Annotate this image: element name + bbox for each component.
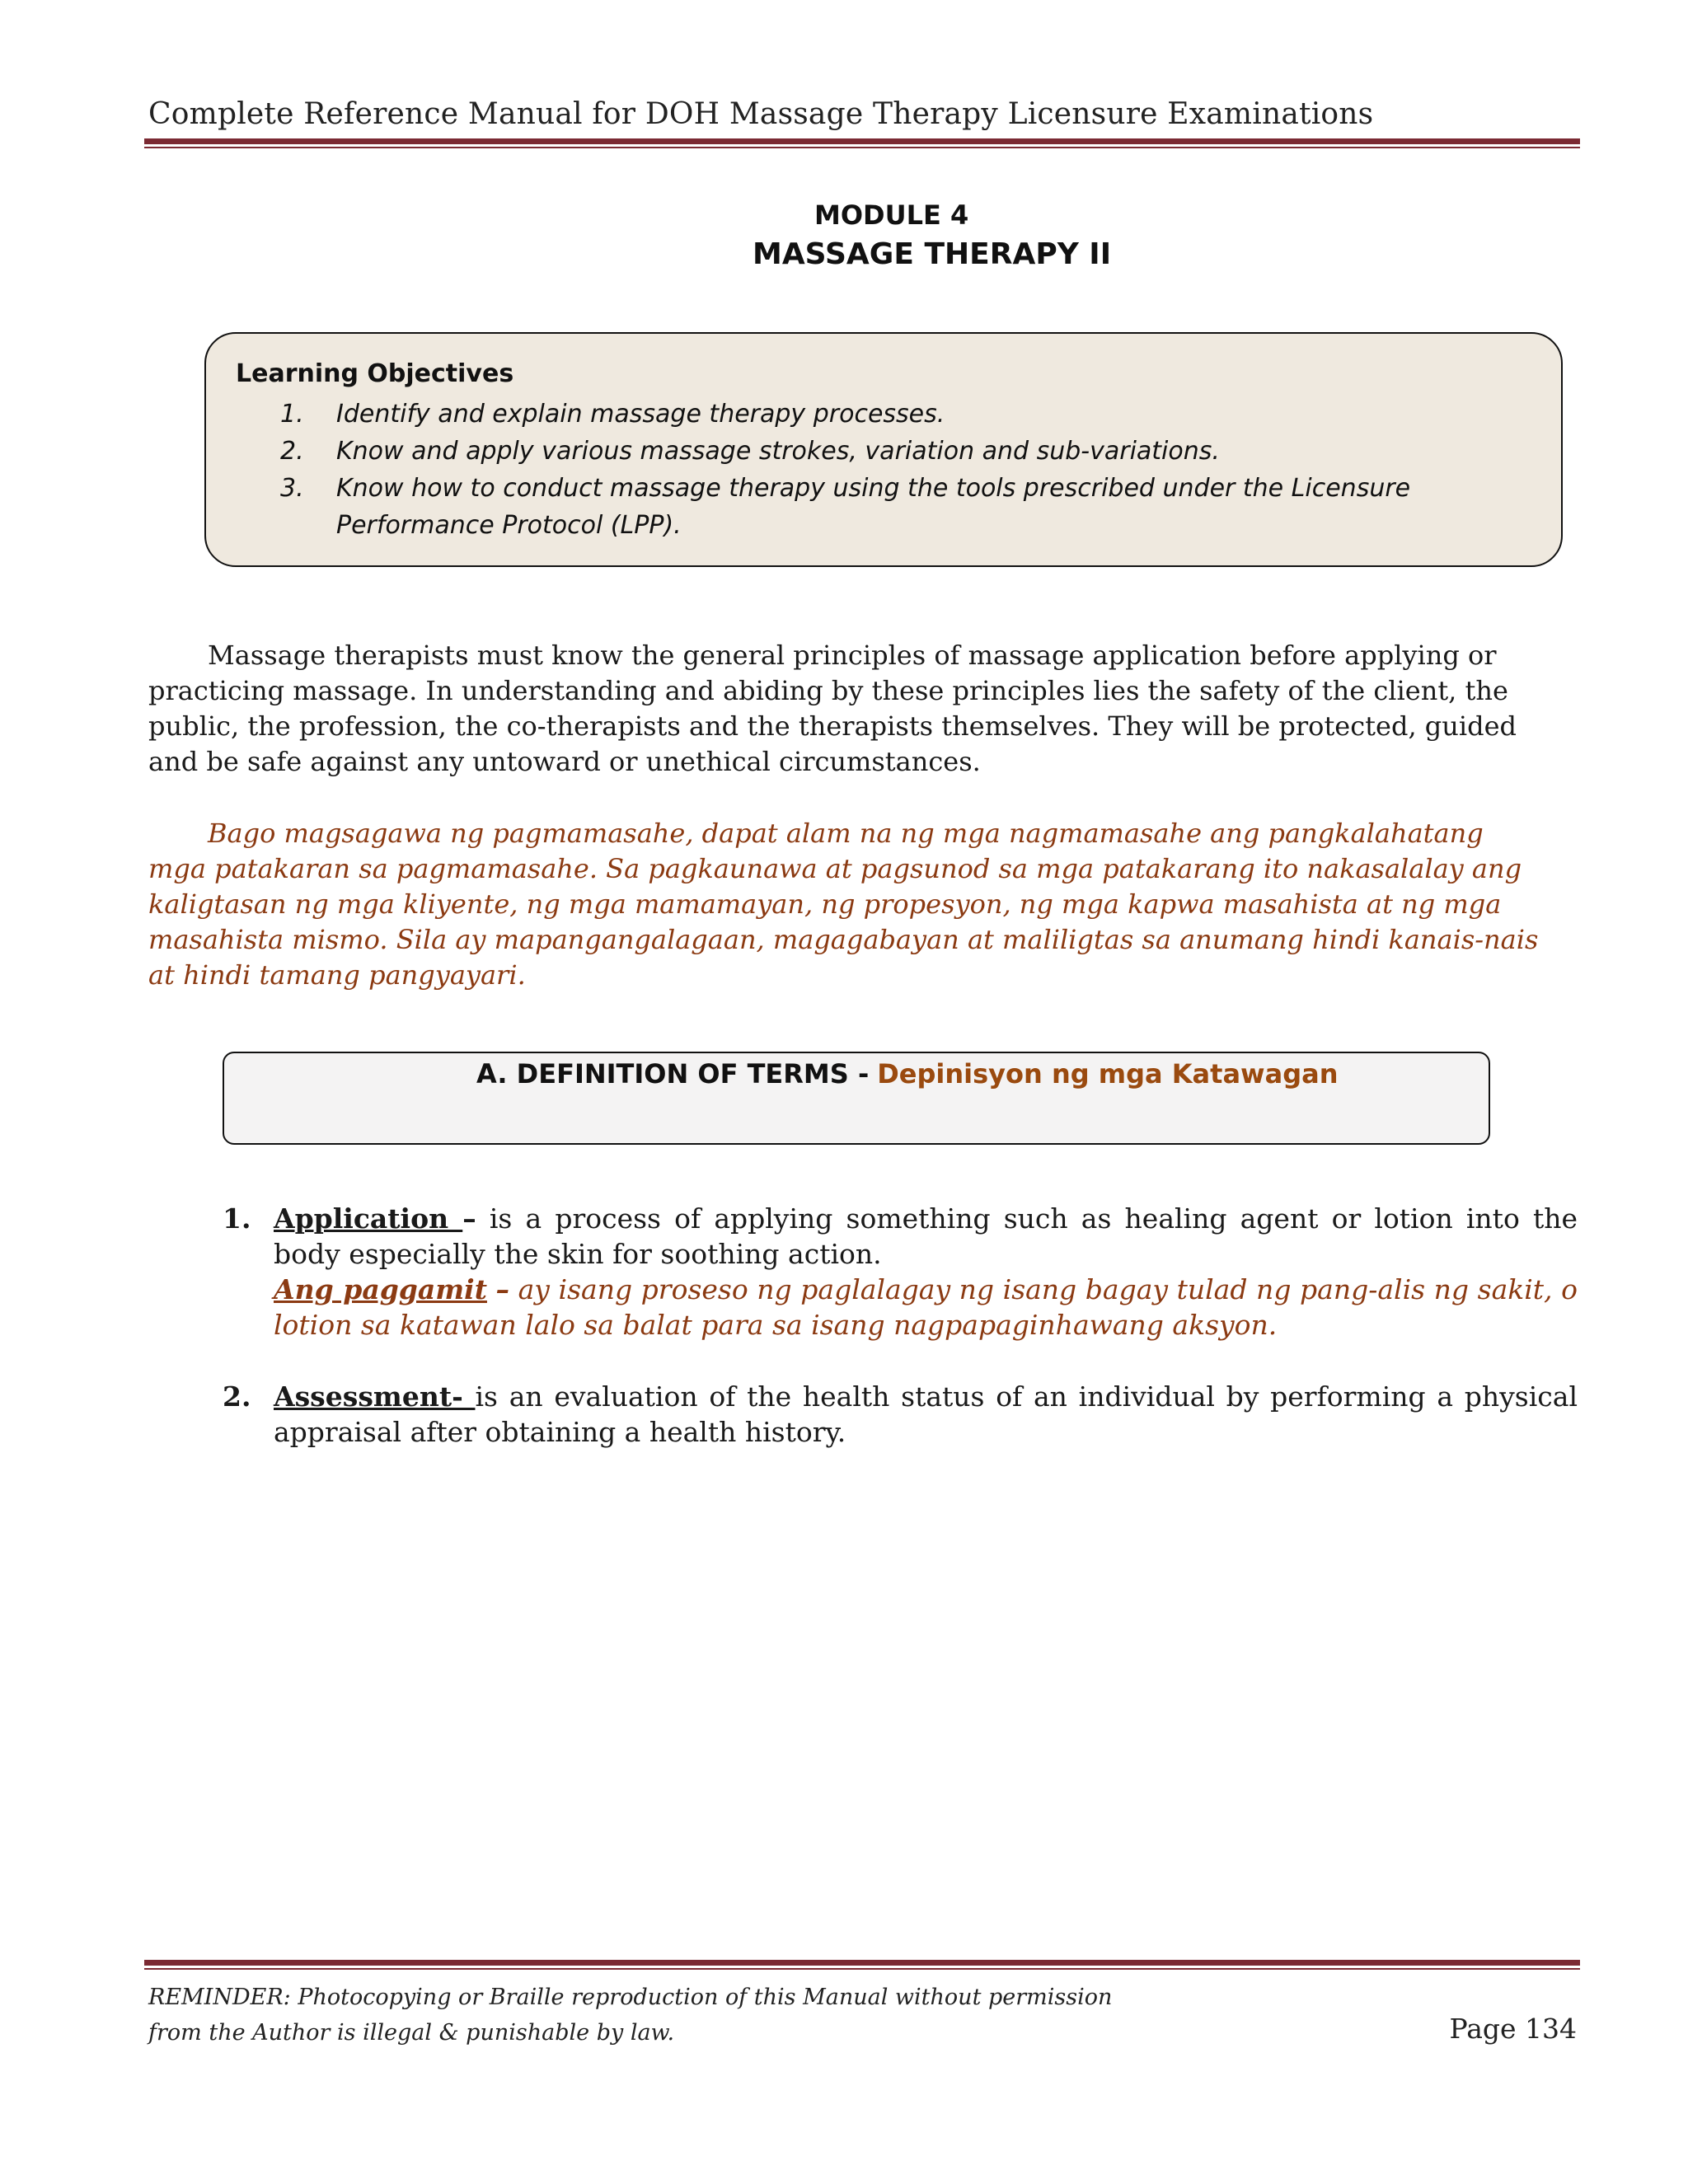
objective-number: 3. [280, 474, 304, 503]
footer-rule [144, 1960, 1580, 1970]
objective-text: Know and apply various massage strokes, variation and sub-variations. [336, 437, 1220, 466]
term-definition-english [274, 1201, 1578, 1272]
term-definition: is an evaluation of the health status of an individual by performing a physical appraisal after obtaining a health history. [274, 1380, 1578, 1448]
term-number: 1. [223, 1202, 251, 1235]
definition-of-terms-heading [476, 1058, 1338, 1090]
section-title-tagalog: Depinisyon ng mga Katawagan [877, 1058, 1339, 1090]
term-dash-tagalog: – [495, 1273, 510, 1305]
section-title: A. DEFINITION OF TERMS - [476, 1058, 870, 1090]
term-definition-tagalog [274, 1272, 1578, 1343]
module-title: MASSAGE THERAPY II [753, 237, 1112, 271]
footer-reminder-line: from the Author is illegal & punishable by law. [148, 2020, 675, 2046]
objective-item [280, 396, 1517, 433]
term-definition: is a process of applying something such as healing agent or lotion into the body especially the skin for soothing action. [274, 1202, 1578, 1270]
learning-objectives-heading: Learning Objectives [236, 359, 514, 388]
module-number: MODULE 4 [814, 199, 969, 231]
term-word-tagalog: Ang paggamit [274, 1273, 487, 1305]
learning-objectives-list [280, 396, 1517, 544]
term-item [223, 1201, 1578, 1343]
term-number: 2. [223, 1380, 251, 1413]
objective-item [280, 433, 1517, 470]
header-rule [144, 138, 1580, 148]
page-number: Page 134 [1449, 2013, 1577, 2045]
intro-paragraph-tagalog: Bago magsagawa ng pagmamasahe, dapat alam na ng mga nagmamasahe ang pangkalahatang mga patakaran sa pagmamasahe. Sa pagkaunawa at pagsunod sa mga patakarang ito nakasalalay ang kaligtasan ng mga kliyente, ng mga mamamayan, ng propesyon, ng mga kapwa masahista at ng mga masahista mismo. Sila ay mapangangalagaan, magagabayan at maliligtas sa anumang hindi kanais-nais at hindi tamang pangyayari. [148, 818, 1539, 991]
term-item [223, 1379, 1578, 1450]
term-definition-english [274, 1379, 1578, 1450]
term-definition-tagalog-text: ay isang proseso ng paglalagay ng isang bagay tulad ng pang-alis ng sakit, o lotion sa katawan lalo sa balat para sa isang nagpapaginhawang aksyon. [274, 1273, 1578, 1341]
footer-reminder-line: REMINDER: Photocopying or Braille reproduction of this Manual without permission [148, 1985, 1113, 2010]
objective-text: Identify and explain massage therapy processes. [336, 400, 945, 429]
intro-paragraph-english: Massage therapists must know the general principles of massage application before applying or practicing massage. In understanding and abiding by these principles lies the safety of the client, the public, the profession, the co-therapists and the therapists themselves. They will be protected, guided and be safe against any untoward or unethical circumstances. [148, 640, 1517, 777]
objective-text: Know how to conduct massage therapy using the tools prescribed under the Licensure Performance Protocol (LPP). [336, 474, 1411, 540]
objective-number: 1. [280, 400, 304, 429]
footer-reminder [148, 1980, 1112, 2050]
term-dash: – [462, 1202, 476, 1235]
running-header: Complete Reference Manual for DOH Massage Therapy Licensure Examinations [148, 97, 1374, 131]
term-word: Application [274, 1202, 463, 1235]
objective-number: 2. [280, 437, 304, 466]
term-word: Assessment- [274, 1380, 476, 1413]
objective-item [280, 470, 1517, 544]
